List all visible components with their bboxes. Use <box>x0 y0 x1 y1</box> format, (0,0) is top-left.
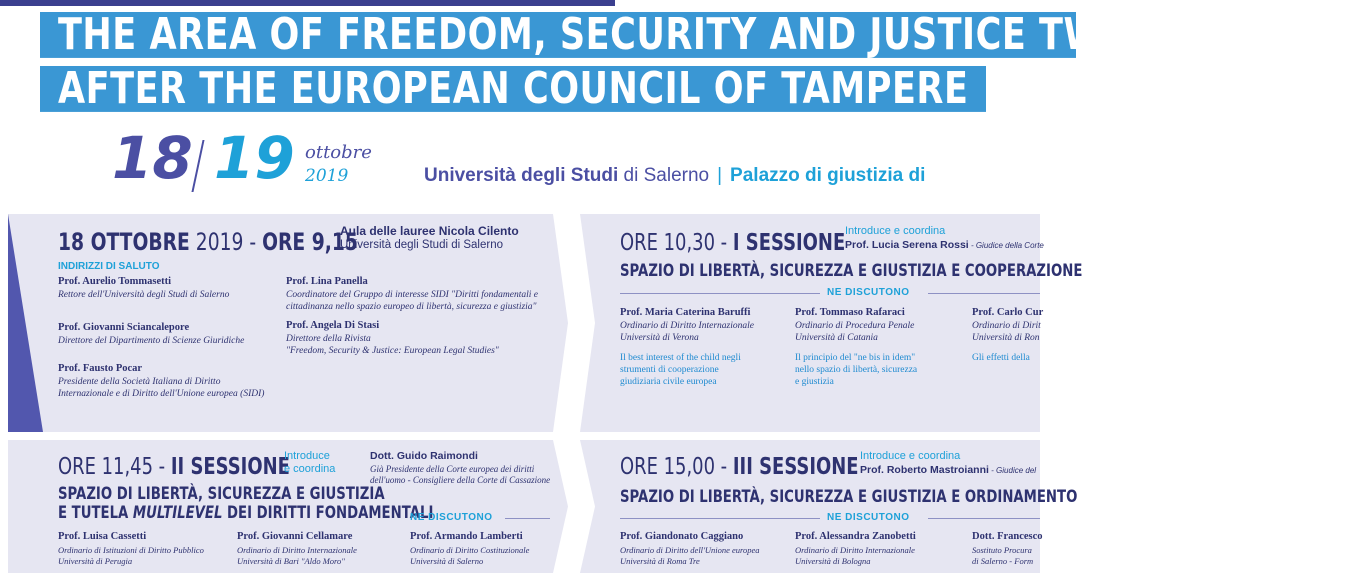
divider <box>620 518 820 519</box>
speaker-name: Prof. Luisa Cassetti <box>58 531 147 542</box>
speaker-role: Ordinario di Diritto Internazionale <box>620 321 754 331</box>
venue-1-rest: di Salerno <box>618 165 710 186</box>
venue-separator: | <box>717 165 723 186</box>
session2-topic-2b: MULTILEVEL <box>132 503 223 523</box>
session2-ne: NE DISCUTONO <box>410 512 493 523</box>
speaker-role: Università di Perugia <box>58 556 133 566</box>
session1-chair-name: Prof. Lucia Serena Rossi <box>845 239 969 251</box>
venues <box>424 165 925 187</box>
divider <box>505 518 550 519</box>
speaker-role: Rettore dell'Università degli Studi di Salerno <box>58 290 230 300</box>
session1-heading <box>620 230 845 256</box>
session3-heading <box>620 454 859 480</box>
session3-chair-name: Prof. Roberto Mastroianni <box>860 464 989 476</box>
session2-chair: Dott. Guido Raimondi <box>370 450 478 462</box>
speaker-role: Ordinario di Diritto Internazionale <box>237 545 357 555</box>
session2-chair-role: dell'uomo - Consigliere della Corte di Cassazione <box>370 475 551 485</box>
speaker-name: Prof. Aurelio Tommasetti <box>58 276 172 287</box>
session2-topic-1: SPAZIO DI LIBERTÀ, SICUREZZA E GIUSTIZIA <box>58 484 385 504</box>
speaker-role: Coordinatore del Gruppo di interesse SIDI "Diritti fondamentali e <box>286 290 539 300</box>
talk-title: e giustizia <box>795 377 834 387</box>
speaker-role: Università di Verona <box>620 333 699 343</box>
session2-chair-role: Già Presidente della Corte europea dei diritti <box>370 464 535 474</box>
speaker-role: Ordinario di Diritto Internazionale <box>795 545 915 555</box>
session3-intro: Introduce e coordina <box>860 450 961 462</box>
session1-topic: SPAZIO DI LIBERTÀ, SICUREZZA E GIUSTIZIA E COOPERAZIONE <box>620 261 1083 281</box>
talk-title: giudiziaria civile europea <box>620 377 717 387</box>
session2-time: ORE 11,45 - <box>58 454 171 480</box>
session1-intro: Introduce e coordina <box>845 225 946 237</box>
speaker-role: Università di Catania <box>795 333 878 343</box>
session2-topic-2 <box>58 503 433 523</box>
speaker-name: Prof. Alessandra Zanobetti <box>795 531 916 542</box>
session3-topic: SPAZIO DI LIBERTÀ, SICUREZZA E GIUSTIZIA E ORDINAMENTO <box>620 487 1078 507</box>
speaker-name: Prof. Angela Di Stasi <box>286 320 380 331</box>
venue-1-bold: Università degli Studi <box>424 165 619 186</box>
speaker-role: Ordinario di Diritto dell'Unione europea <box>620 545 760 555</box>
speaker-role: cittadinanza nello spazio europeo di libertà, sicurezza e giustizia" <box>286 302 537 312</box>
speaker-role: Università di Bologna <box>795 556 871 566</box>
speaker-role: Ordinario di Istituzioni di Diritto Pubblico <box>58 545 204 555</box>
divider <box>928 293 1040 294</box>
speaker-name: Prof. Giovanni Cellamare <box>237 531 353 542</box>
session2-label: II SESSIONE <box>170 454 290 480</box>
speaker-name: Prof. Carlo Cur <box>972 307 1044 318</box>
talk-title: Gli effetti della <box>972 353 1030 363</box>
date-separator <box>191 140 204 192</box>
speaker-name: Dott. Francesco <box>972 531 1043 542</box>
speaker-role: Presidente della Società Italiana di Diritto <box>58 377 221 387</box>
date-year: 2019 <box>305 166 349 186</box>
day1-section: INDIRIZZI DI SALUTO <box>58 261 160 272</box>
speaker-role: Ordinario di Dirit <box>972 321 1041 331</box>
day1-heading <box>58 228 358 256</box>
talk-title: nello spazio di libertà, sicurezza <box>795 365 918 375</box>
speaker-name: Prof. Armando Lamberti <box>410 531 523 542</box>
day1-heading-bold: 18 OTTOBRE <box>58 228 190 256</box>
session2-intro-2: e coordina <box>284 463 336 475</box>
session1-label: I SESSIONE <box>732 230 846 256</box>
session3-label: III SESSIONE <box>732 454 859 480</box>
session2-intro-1: Introduce <box>284 450 330 462</box>
talk-title: Il best interest of the child negli <box>620 353 741 363</box>
session3-chair <box>860 464 1036 476</box>
date-day-1: 18 <box>112 124 193 192</box>
title-line-1: THE AREA OF FREEDOM, SECURITY AND JUSTICE TWENTY YEARS <box>40 12 1076 58</box>
session2-heading <box>58 454 290 480</box>
session1-time: ORE 10,30 - <box>620 230 733 256</box>
session3-ne: NE DISCUTONO <box>827 512 910 523</box>
session1-chair-role: - Giudice della Corte <box>968 241 1044 250</box>
speaker-role: Ordinario di Diritto Costituzionale <box>410 545 530 555</box>
speaker-role: di Salerno - Form <box>972 556 1034 566</box>
venue-2: Palazzo di giustizia di <box>730 165 926 186</box>
day1-heading-light: 2019 - <box>189 228 263 256</box>
speaker-name: Prof. Tommaso Rafaraci <box>795 307 905 318</box>
speaker-role: Ordinario di Procedura Penale <box>795 321 915 331</box>
session3-chair-role: - Giudice del <box>988 466 1037 475</box>
talk-title: strumenti di cooperazione <box>620 365 719 375</box>
session3-time: ORE 15,00 - <box>620 454 733 480</box>
speaker-name: Prof. Giandonato Caggiano <box>620 531 744 542</box>
speaker-role: Sostituto Procura <box>972 545 1032 555</box>
speaker-role: Università di Roma Tre <box>620 556 700 566</box>
speaker-name: Prof. Lina Panella <box>286 276 368 287</box>
session2-topic-2a: E TUTELA <box>58 503 133 523</box>
speaker-role: "Freedom, Security & Justice: European Legal Studies" <box>286 346 499 356</box>
divider <box>928 518 1040 519</box>
speaker-role: Università di Salerno <box>410 556 484 566</box>
date-day-2: 19 <box>214 124 295 192</box>
day1-heading-time: ORE 9,15 <box>262 228 358 256</box>
speaker-role: Direttore del Dipartimento di Scienze Giuridiche <box>58 336 245 346</box>
speaker-role: Internazionale e di Diritto dell'Unione europea (SIDI) <box>58 389 265 399</box>
session2-topic-2c: DEI DIRITTI FONDAMENTALI <box>222 503 434 523</box>
talk-title: Il principio del "ne bis in idem" <box>795 353 916 363</box>
day1-aula: Aula delle lauree Nicola Cilento <box>340 224 519 238</box>
top-accent-bar <box>0 0 615 6</box>
day1-aula-sub: Università degli Studi di Salerno <box>340 239 504 251</box>
speaker-role: Direttore della Rivista <box>286 334 371 344</box>
speaker-name: Prof. Maria Caterina Baruffi <box>620 307 751 318</box>
speaker-name: Prof. Giovanni Sciancalepore <box>58 322 190 333</box>
speaker-role: Università di Ron <box>972 333 1040 343</box>
date-month: ottobre <box>305 142 372 163</box>
speaker-name: Prof. Fausto Pocar <box>58 363 143 374</box>
divider <box>620 293 820 294</box>
title-line-2: AFTER THE EUROPEAN COUNCIL OF TAMPERE <box>40 66 986 112</box>
session1-ne: NE DISCUTONO <box>827 287 910 298</box>
speaker-role: Università di Bari "Aldo Moro" <box>237 556 345 566</box>
session1-chair <box>845 239 1044 251</box>
